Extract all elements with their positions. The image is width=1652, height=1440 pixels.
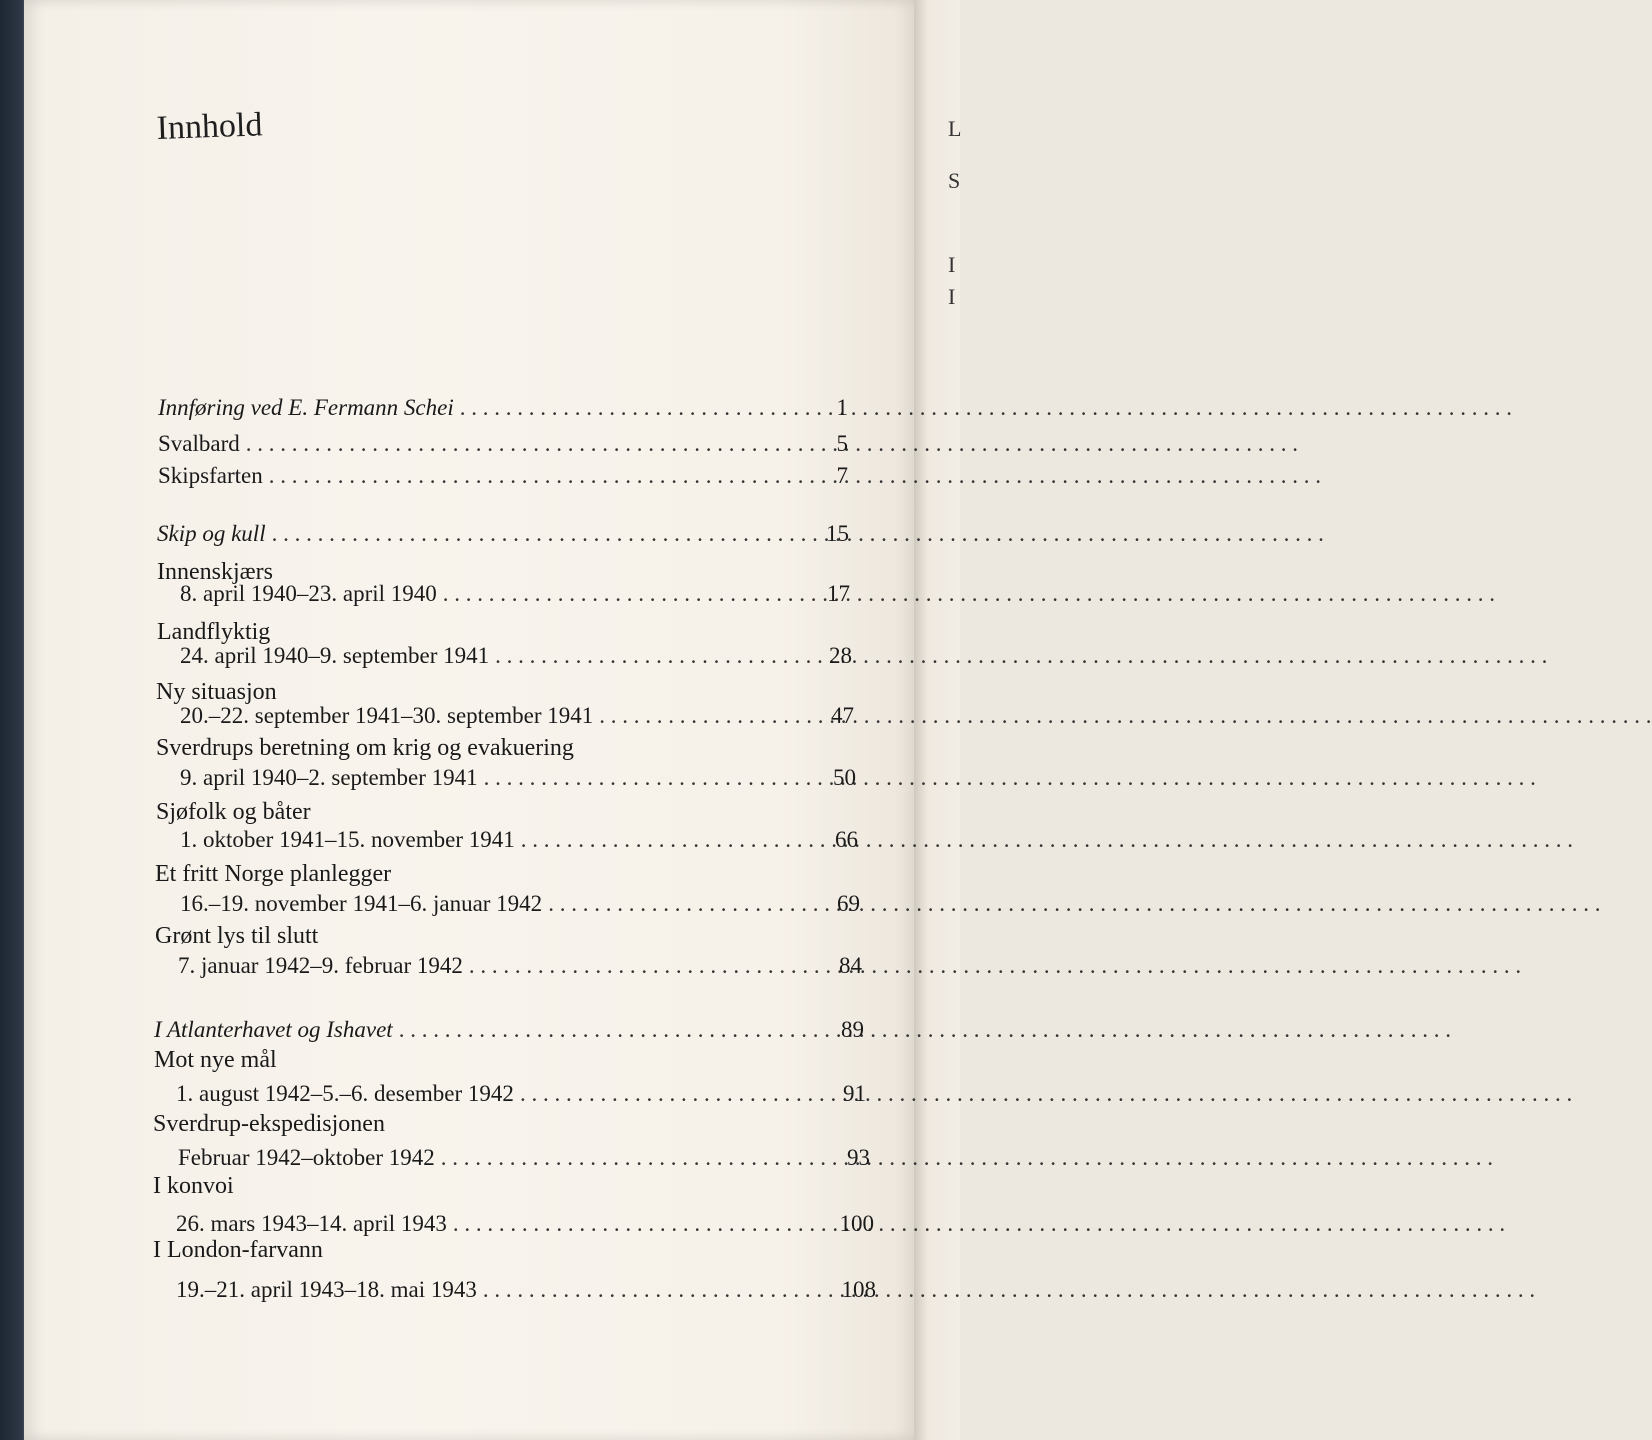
dot-leader bbox=[272, 520, 809, 548]
toc-entry-title: Innføring ved E. Fermann Schei bbox=[158, 395, 454, 420]
toc-chapter-title: Et fritt Norge planlegger bbox=[155, 861, 392, 887]
toc-entry-page: 91 bbox=[843, 1081, 866, 1106]
toc-part-page: 15 bbox=[826, 521, 849, 546]
toc-entry-dates: 20.–22. september 1941–30. september 1941 bbox=[180, 703, 594, 728]
toc-entry-title: Svalbard bbox=[158, 431, 240, 456]
toc-part-title: I Atlanterhavet og Ishavet bbox=[154, 1017, 393, 1042]
toc-chapter-dates bbox=[180, 764, 856, 792]
dot-leader bbox=[495, 642, 812, 670]
dot-leader bbox=[599, 702, 814, 730]
toc-chapter-dates bbox=[180, 826, 858, 854]
toc-entry-page: 5 bbox=[836, 431, 848, 456]
toc-entry-page: 93 bbox=[847, 1145, 870, 1170]
toc-entry-dates: 24. april 1940–9. september 1941 bbox=[180, 643, 490, 668]
toc-chapter-dates bbox=[180, 890, 860, 918]
toc-part bbox=[157, 520, 849, 548]
toc-entry-page: 47 bbox=[831, 703, 854, 728]
dot-leader bbox=[483, 1276, 836, 1304]
toc-entry-dates: 7. januar 1942–9. februar 1942 bbox=[178, 953, 463, 978]
toc-entry-page: 17 bbox=[827, 581, 850, 606]
toc-entry-title: Skipsfarten bbox=[158, 463, 263, 488]
toc-entry bbox=[158, 430, 848, 458]
toc-chapter-dates bbox=[180, 702, 854, 730]
toc-chapter-dates bbox=[176, 1276, 876, 1304]
toc-entry-page: 69 bbox=[837, 891, 860, 916]
dot-leader bbox=[548, 890, 820, 918]
toc-chapter-dates bbox=[178, 952, 862, 980]
toc-chapter-title: Grønt lys til slutt bbox=[155, 923, 319, 949]
dot-leader bbox=[521, 826, 818, 854]
toc-entry-dates: 9. april 1940–2. september 1941 bbox=[180, 765, 478, 790]
toc-chapter-dates bbox=[180, 642, 852, 670]
toc-entry-page: 28 bbox=[829, 643, 852, 668]
dot-leader bbox=[269, 462, 808, 490]
toc-entry-page: 50 bbox=[833, 765, 856, 790]
toc-entry-page: 7 bbox=[836, 463, 848, 488]
toc-chapter-title: Sjøfolk og båter bbox=[156, 799, 311, 825]
toc-chapter-title: Sverdrup-ekspedisjonen bbox=[153, 1111, 385, 1137]
dot-leader bbox=[460, 394, 808, 422]
toc-entry-dates: 16.–19. november 1941–6. januar 1942 bbox=[180, 891, 543, 916]
toc-chapter-title: Ny situasjon bbox=[156, 679, 277, 705]
toc-chapter-dates bbox=[178, 1144, 870, 1172]
facing-page-letter: L bbox=[948, 116, 962, 141]
facing-page-letter: S bbox=[948, 168, 961, 193]
toc-entry-dates: 19.–21. april 1943–18. mai 1943 bbox=[176, 1277, 477, 1302]
facing-page-letter: I bbox=[948, 252, 956, 277]
toc-chapter-title: Mot nye mål bbox=[154, 1047, 277, 1073]
toc-chapter-dates bbox=[176, 1080, 866, 1108]
toc-chapter-dates bbox=[176, 1210, 874, 1238]
toc-entry-dates: 1. oktober 1941–15. november 1941 bbox=[180, 827, 515, 852]
dot-leader bbox=[469, 952, 822, 980]
toc-entry-page: 1 bbox=[836, 395, 848, 420]
toc-entry-page: 84 bbox=[839, 953, 862, 978]
toc-chapter-title: Landflyktig bbox=[157, 619, 271, 645]
facing-page-letter: I bbox=[948, 284, 956, 309]
toc-entry bbox=[158, 462, 848, 490]
dot-leader bbox=[441, 1144, 830, 1172]
toc-chapter-title: Sverdrups beretning om krig og evakuering bbox=[156, 735, 574, 761]
toc-chapter-dates bbox=[180, 580, 850, 608]
toc-entry-dates: Februar 1942–oktober 1942 bbox=[178, 1145, 435, 1170]
dot-leader bbox=[246, 430, 808, 458]
toc-part bbox=[154, 1016, 864, 1044]
toc-entry-page: 108 bbox=[841, 1277, 876, 1302]
dot-leader bbox=[520, 1080, 826, 1108]
toc-entry-dates: 8. april 1940–23. april 1940 bbox=[180, 581, 437, 606]
toc-entry-dates: 26. mars 1943–14. april 1943 bbox=[176, 1211, 447, 1236]
dot-leader bbox=[484, 764, 816, 792]
toc-chapter-title: I London-farvann bbox=[153, 1237, 323, 1263]
dot-leader bbox=[453, 1210, 834, 1238]
toc-part-page: 89 bbox=[841, 1017, 864, 1042]
toc-entry-page: 66 bbox=[835, 827, 858, 852]
toc-entry-dates: 1. august 1942–5.–6. desember 1942 bbox=[176, 1081, 514, 1106]
toc-part-title: Skip og kull bbox=[157, 521, 266, 546]
dot-leader bbox=[399, 1016, 824, 1044]
toc-chapter-title: I konvoi bbox=[153, 1173, 234, 1199]
page-title: Innhold bbox=[156, 106, 264, 147]
dot-leader bbox=[443, 580, 810, 608]
toc-entry-page: 100 bbox=[839, 1211, 874, 1236]
toc-entry bbox=[158, 394, 848, 422]
toc-chapter-title: Innenskjærs bbox=[157, 559, 273, 585]
